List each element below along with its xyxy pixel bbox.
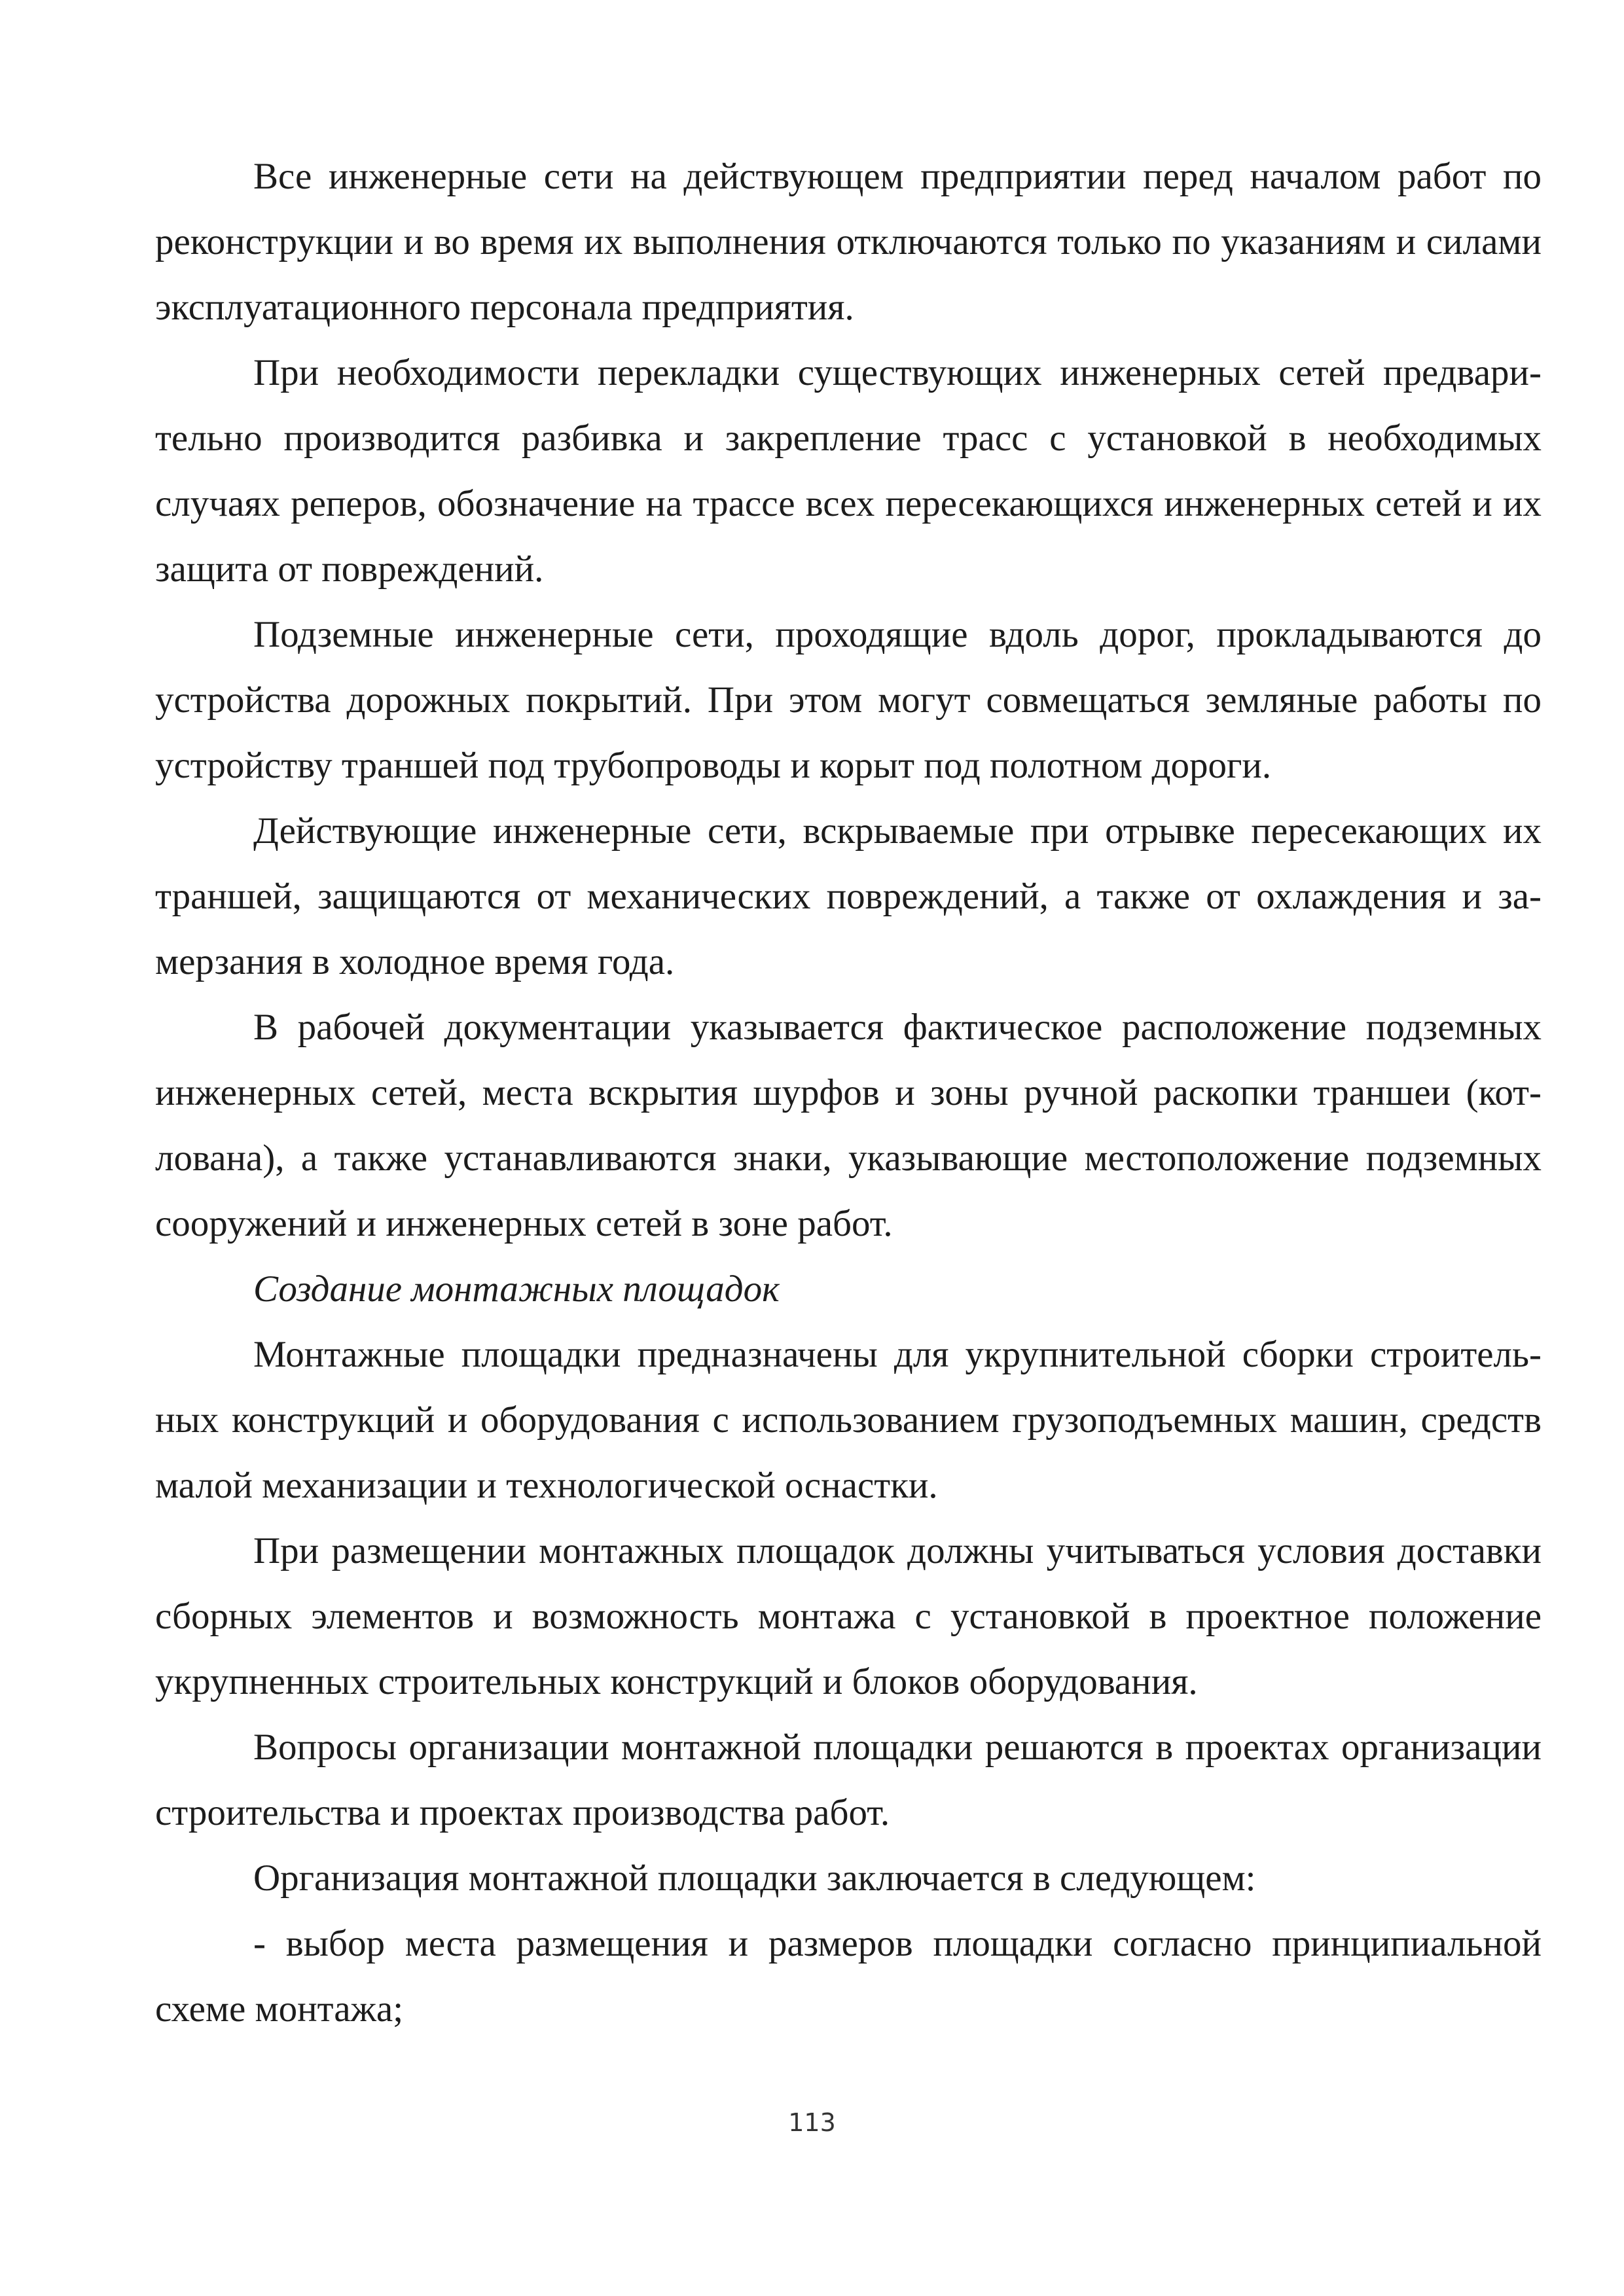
paragraph: Организация монтажной площадки заключается в следующем: xyxy=(253,1857,1256,1899)
paragraph: Подземные инженерные сети, проходящие вдоль дорог, прокладываются до устройства дорожных покрытий. При этом могут совмещаться земляные работы по устройству траншей под трубопроводы и корыт под полотном дороги. xyxy=(155,614,1542,786)
section-heading: Создание монтажных площадок xyxy=(253,1268,780,1310)
list-item: - выбор места размещения и размеров площадки согласно принципиальной схеме монтажа; xyxy=(155,1923,1542,2030)
paragraph: Вопросы организации монтажной площадки решаются в проектах организации строительства и проектах производства работ. xyxy=(155,1727,1542,1833)
paragraph: В рабочей документации указывается фактическое расположение подземных инженерных сетей, места вскрытия шурфов и зоны ручной раскопки траншеи (котлована), а также устанавливаются знаки, указывающие местоположение подземных сооружений и инженерных сетей в зоне работ. xyxy=(155,1007,1542,1244)
page-number: 113 xyxy=(788,2108,836,2137)
paragraph: Все инженерные сети на действующем предприятии перед началом работ по реконструкции и во время их выполнения отключаются только по указаниям и силами эксплуатационного персонала предприятия. xyxy=(155,156,1542,328)
paragraph: Действующие инженерные сети, вскрываемые при отрывке пересекающих их траншей, защищаются от механических повреждений, а также от охлаждения и замерзания в холодное время года. xyxy=(155,810,1542,982)
document-body xyxy=(155,144,1542,2042)
paragraph: При необходимости перекладки существующих инженерных сетей предварительно производится разбивка и закрепление трасс с установкой в необходимых случаях реперов, обозначение на трассе всех пересекающихся инженерных сетей и их защита от повреждений. xyxy=(155,352,1542,590)
paragraph: При размещении монтажных площадок должны учитываться условия доставки сборных элементов и возможность монтажа с установкой в проектное положение укрупненных строительных конструкций и блоков оборудования. xyxy=(155,1530,1542,1702)
paragraph: Монтажные площадки предназначены для укрупнительной сборки строительных конструкций и оборудования с использованием грузоподъемных машин, средств малой механизации и технологической оснастки. xyxy=(155,1334,1542,1506)
